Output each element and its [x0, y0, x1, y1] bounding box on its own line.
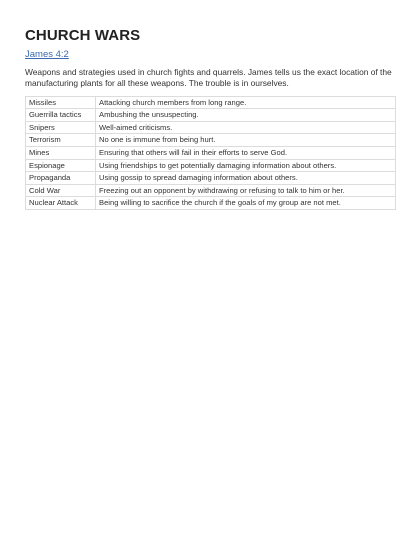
table-row — [26, 146, 396, 159]
weapon-description-cell: No one is immune from being hurt. — [96, 134, 396, 147]
weapon-name-cell: Cold War — [26, 184, 96, 197]
weapon-name-cell: Missiles — [26, 96, 96, 109]
table-row — [26, 172, 396, 185]
weapons-table-body — [26, 96, 396, 209]
weapon-name-cell: Mines — [26, 146, 96, 159]
weapon-description-cell: Ensuring that others will fail in their efforts to serve God. — [96, 146, 396, 159]
weapon-name-cell: Propaganda — [26, 172, 96, 185]
intro-paragraph: Weapons and strategies used in church fights and quarrels. James tells us the exact location of the manufacturing plants for all these weapons. The trouble is in ourselves. — [25, 67, 392, 88]
table-row — [26, 197, 396, 210]
weapon-description-cell: Attacking church members from long range. — [96, 96, 396, 109]
table-row — [26, 121, 396, 134]
page-title: CHURCH WARS — [25, 27, 141, 44]
weapon-description-cell: Being willing to sacrifice the church if the goals of my group are not met. — [96, 197, 396, 210]
table-row — [26, 159, 396, 172]
weapon-description-cell: Well-aimed criticisms. — [96, 121, 396, 134]
weapon-description-cell: Using gossip to spread damaging information about others. — [96, 172, 396, 185]
weapon-name-cell: Terrorism — [26, 134, 96, 147]
weapons-table — [25, 96, 396, 210]
table-row — [26, 96, 396, 109]
weapon-description-cell: Using friendships to get potentially damaging information about others. — [96, 159, 396, 172]
table-row — [26, 134, 396, 147]
weapon-name-cell: Espionage — [26, 159, 96, 172]
weapon-name-cell: Nuclear Attack — [26, 197, 96, 210]
weapon-description-cell: Ambushing the unsuspecting. — [96, 109, 396, 122]
table-row — [26, 184, 396, 197]
table-row — [26, 109, 396, 122]
weapon-name-cell: Guerrilla tactics — [26, 109, 96, 122]
weapon-description-cell: Freezing out an opponent by withdrawing or refusing to talk to him or her. — [96, 184, 396, 197]
scripture-reference-link[interactable]: James 4:2 — [25, 49, 69, 60]
weapon-name-cell: Snipers — [26, 121, 96, 134]
